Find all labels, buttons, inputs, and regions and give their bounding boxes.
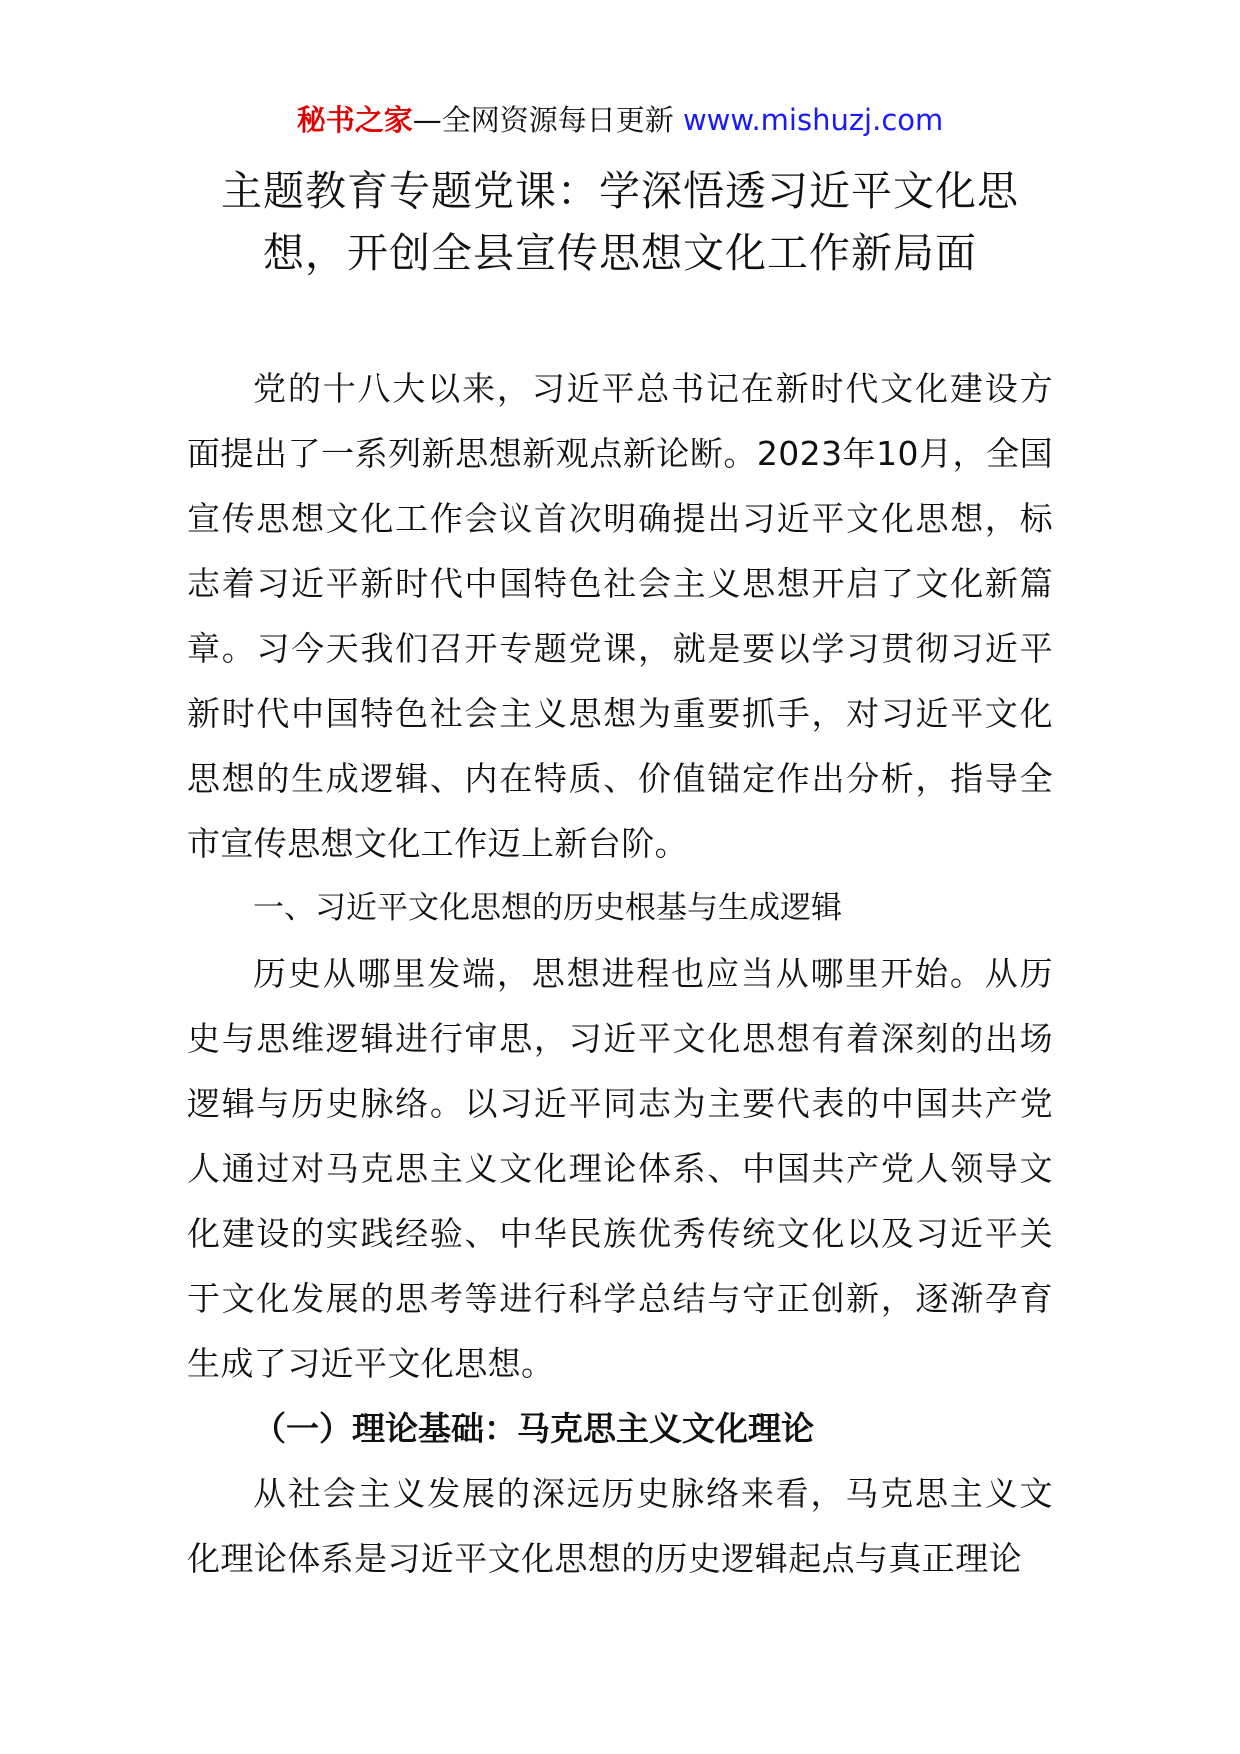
paragraph-intro: 党的十八大以来，习近平总书记在新时代文化建设方面提出了一系列新思想新观点新论断。2023年10月，全国宣传思想文化工作会议首次明确提出习近平文化思想，标志着习近平新时代中国特色社会主义思想开启了文化新篇章。习今天我们召开专题党课，就是要以学习贯彻习近平新时代中国特色社会主义思想为重要抓手，对习近平文化思想的生成逻辑、内在特质、价值锚定作出分析，指导全市宣传思想文化工作迈上新台阶。 <box>187 369 1053 863</box>
paragraph-theory: 从社会主义发展的深远历史脉络来看，马克思主义文化理论体系是习近平文化思想的历史逻辑起点与真正理论 <box>187 1474 1053 1578</box>
section-heading-1: 一、习近平文化思想的历史根基与生成逻辑 <box>253 890 842 926</box>
site-link[interactable]: www.mishuzj.com <box>682 103 944 137</box>
document-title: 主题教育专题党课：学深悟透习近平文化思想，开创全县宣传思想文化工作新局面 <box>221 167 1019 277</box>
header-tagline: —全网资源每日更新 <box>412 103 683 137</box>
watermark-header <box>0 100 1240 140</box>
document-body <box>187 356 1053 1591</box>
sub-heading-1: （一）理论基础：马克思主义文化理论 <box>253 1409 814 1448</box>
paragraph-history: 历史从哪里发端，思想进程也应当从哪里开始。从历史与思维逻辑进行审思，习近平文化思想有着深刻的出场逻辑与历史脉络。以习近平同志为主要代表的中国共产党人通过对马克思主义文化理论体系、中国共产党人领导文化建设的实践经验、中华民族优秀传统文化以及习近平关于文化发展的思考等进行科学总结与守正创新，逐渐孕育生成了习近平文化思想。 <box>187 954 1053 1383</box>
brand-name: 秘书之家 <box>296 103 413 137</box>
